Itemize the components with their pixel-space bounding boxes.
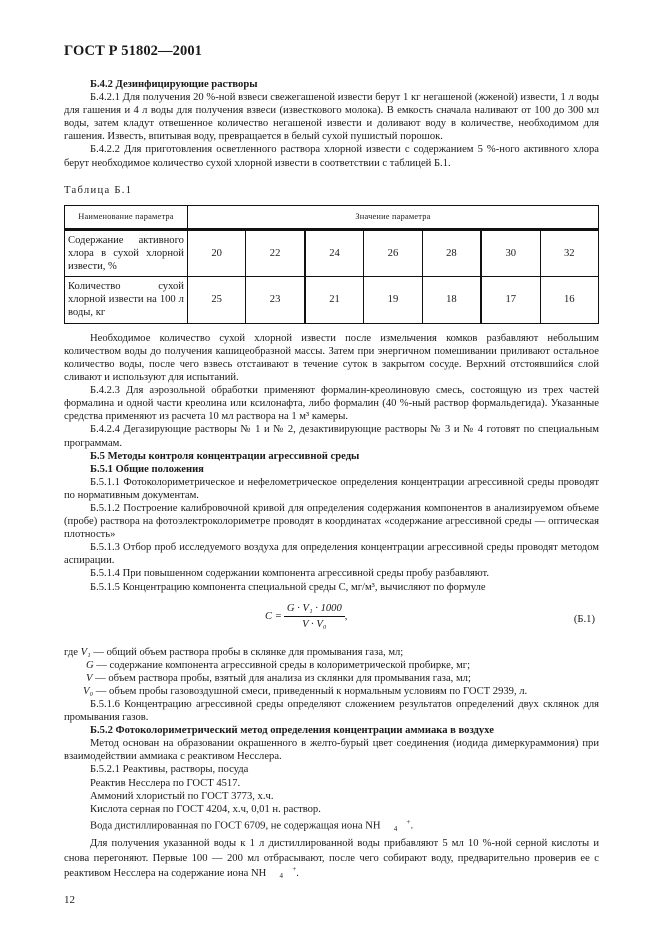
table-cell: 17 (481, 276, 540, 323)
formula-trail: , (344, 610, 348, 622)
table-cell: 16 (540, 276, 599, 323)
table-cell: 20 (187, 229, 245, 276)
formula-b1 (64, 600, 599, 642)
paragraph: Б.5.1.5 Концентрацию компонента специальной среды C, мг/м³, вычисляют по формуле (90, 581, 486, 593)
table-header-cell: Значение параметра (187, 205, 598, 229)
paragraph: Б.5.1.3 Отбор проб исследуемого воздуха для определения концентрации агрессивной среды проводят методом аспирации. (64, 542, 599, 567)
table-cell: 28 (422, 229, 481, 276)
legend-item: где V₁ — общий объем раствора пробы в склянке для промывания газа, мл; (64, 646, 404, 658)
section-title-b5: Б.5 Методы контроля концентрации агрессивной среды (90, 450, 360, 462)
table-cell: 19 (364, 276, 422, 323)
reagent-item: Реактив Несслера по ГОСТ 4517. (90, 777, 241, 789)
paragraph: Б.5.1.4 При повышенном содержании компонента агрессивной среды пробу разбавляют. (90, 568, 489, 580)
page-body (64, 78, 599, 881)
paragraph: Б.5.1.1 Фотоколориметрическое и нефелометрическое определения концентрации агрессивной среды проводят по нормативным документам. (64, 476, 599, 501)
param-name-cell: Содержание активного хлора в сухой хлорной извести, % (65, 229, 188, 276)
paragraph: Б.5.1.6 Концентрацию агрессивной среды определяют сложением результатов определений двух склянок для промывания газов. (64, 699, 599, 724)
section-title-b42: Б.4.2 Дезинфицирующие растворы (90, 79, 258, 90)
table-cell: 25 (187, 276, 245, 323)
table-b1 (64, 205, 599, 324)
legend-item: V₀ — объем пробы газовоздушной смеси, приведенный к нормальным условиям по ГОСТ 2939, л. (83, 685, 528, 697)
table-cell: 18 (422, 276, 481, 323)
paragraph: Б.4.2.3 Для аэрозольной обработки применяют формалин-креолиновую смесь, состоящую из трех частей формалина и одной части креолина или ксилонафта, либо формалин (40 %-ный раствор формальдегида). Указанные средства применяют из расчета 10 мл раствора на 1 м³ камеры. (64, 385, 599, 423)
paragraph: Б.5.2.1 Реактивы, растворы, посуда (90, 764, 249, 776)
formula-numerator: G · V₁ · 1000 (284, 602, 345, 617)
formula-lhs: C = (265, 610, 282, 622)
formula-denominator: V · V₀ (302, 618, 327, 630)
table-cell: 24 (305, 229, 364, 276)
reagent-item: Аммоний хлористый по ГОСТ 3773, х.ч. (90, 790, 274, 802)
table-cell: 21 (305, 276, 364, 323)
table-cell: 32 (540, 229, 599, 276)
paragraph: Необходимое количество сухой хлорной извести после измельчения комков разбавляют небольшим количеством воды до получения кашицеобразной массы. Затем при энергичном помешивании приливают остальное количество воды, после чего взвесь отстаивают в течение суток в закрытом сосуде. Верхний отстоявшийся слой сливают и используют для испытаний. (64, 332, 599, 384)
paragraph: Б.4.2.1 Для получения 20 %-ной взвеси свежегашеной извести берут 1 кг негашеной (жженой) извести, 1 л воды для гашения и 4 л воды для получения взвеси (известкового молока). В емкость сначала наливают от 100 до 300 мл воды, затем кладут отвешенное количество негашеной извести и доливают воду в количестве, необходимом для гашения. Известь, впитывая воду, превращается в белый сухой пушистый порошок. (64, 92, 599, 143)
table-cell: 23 (246, 276, 305, 323)
section-title-b52: Б.5.2 Фотоколориметрический метод определения концентрации аммиака в воздухе (90, 725, 494, 737)
paragraph: Для получения указанной воды к 1 л дистиллированной воды прибавляют 5 мл 10 %-ной серной кислоты и снова перегоняют. Первые 100 — 200 мл отбрасывают, после чего собирают воду, предварительно проверив ее с реактивом Несслера на содержание иона NH + 4 . (64, 837, 599, 881)
formula-legend (64, 646, 599, 698)
table-caption: Таблица Б.1 (64, 184, 133, 196)
reagent-item: Вода дистиллированная по ГОСТ 6709, не содержащая иона NH + 4 . (90, 817, 414, 833)
paragraph: Б.5.1.2 Построение калибровочной кривой для определения содержания компонентов в анализируемом объеме (пробе) раствора на фотоэлектроколориметре проводят в координатах «содержание агрессивной среды — оптическая плотность» (64, 502, 599, 541)
legend-item: V — объем раствора пробы, взятый для анализа из склянки для промывания газа, мл; (86, 672, 471, 684)
table-header-cell: Наименование параметра (65, 205, 188, 229)
formula-number: (Б.1) (573, 613, 595, 625)
table-cell: 26 (364, 229, 422, 276)
reagent-item: Кислота серная по ГОСТ 4204, х.ч, 0,01 н. раствор. (90, 803, 321, 815)
table-row (65, 229, 599, 276)
table-cell: 30 (481, 229, 540, 276)
section-title-b51: Б.5.1 Общие положения (90, 463, 204, 475)
paragraph: Б.4.2.2 Для приготовления осветленного раствора хлорной извести с содержанием 5 %-ного активного хлора берут необходимое количество сухой хлорной извести в соответствии с таблицей Б.1. (64, 144, 599, 169)
document-header: ГОСТ Р 51802—2001 (64, 43, 203, 59)
table-header-row (65, 205, 599, 229)
table-cell: 22 (246, 229, 305, 276)
paragraph: Метод основан на образовании окрашенного в желто-бурый цвет соединения (иодида димеркураммония) при взаимодействии аммиака с реактивом Несслера. (64, 738, 599, 763)
param-name-cell: Количество сухой хлорной извести на 100 л воды, кг (65, 276, 188, 323)
paragraph: Б.4.2.4 Дегазирующие растворы № 1 и № 2, дезактивирующие растворы № 3 и № 4 готовят по специальным программам. (64, 424, 599, 449)
legend-item: G — содержание компонента агрессивной среды в колориметрической пробирке, мг; (86, 659, 471, 671)
page-number: 12 (64, 894, 75, 906)
table-row (65, 276, 599, 323)
